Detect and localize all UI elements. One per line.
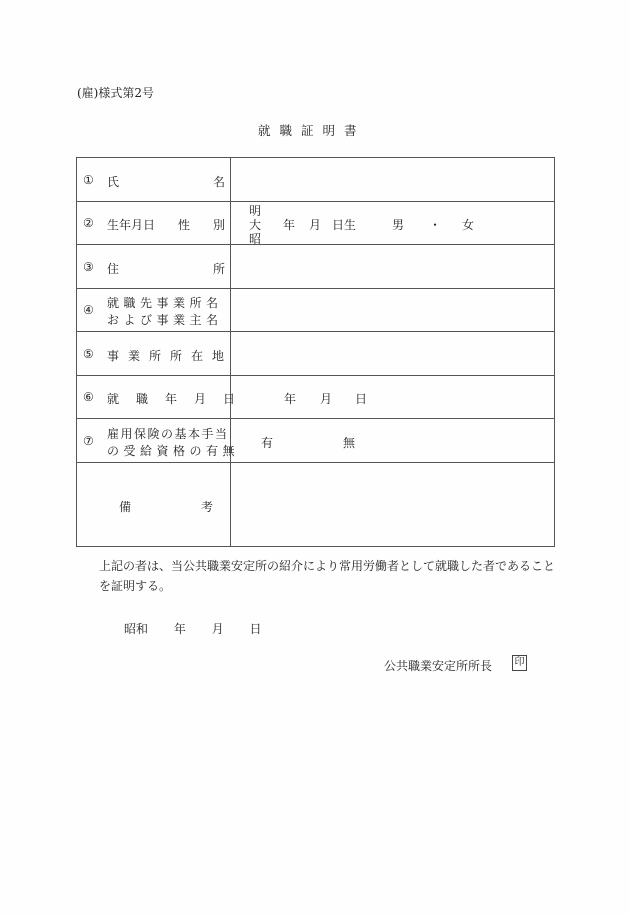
label: 住	[107, 262, 120, 276]
month-label: 月	[320, 392, 333, 406]
year-label: 年	[283, 218, 296, 232]
year-label: 年	[284, 392, 297, 406]
row-divider	[77, 201, 554, 202]
era-label: 昭和	[124, 622, 149, 636]
label: および事業主名	[107, 313, 223, 327]
label: 就職年月日	[107, 392, 253, 406]
certificate-table	[76, 157, 555, 547]
address-field[interactable]	[233, 246, 553, 286]
issue-date	[124, 620, 262, 637]
row-number: ③	[83, 260, 94, 274]
era-meiji[interactable]: 明	[249, 204, 262, 218]
label: 別	[213, 218, 226, 232]
document-title: 就職証明書	[258, 123, 366, 138]
label: 所	[213, 262, 226, 276]
month-label: 月	[309, 218, 322, 232]
row-number: ⑤	[83, 347, 94, 361]
row-divider	[77, 288, 554, 289]
name-field[interactable]	[233, 160, 553, 200]
issuer-title: 公共職業安定所所長	[384, 659, 493, 673]
remarks-field[interactable]	[233, 464, 553, 546]
no-option[interactable]: 無	[343, 436, 356, 450]
label: 備	[119, 500, 132, 514]
day-label: 日	[355, 392, 368, 406]
separator-dot: ・	[429, 218, 442, 232]
row-divider	[77, 462, 554, 463]
label: 雇用保険の基本手当	[107, 427, 229, 441]
year-label: 年	[173, 622, 186, 636]
label: 名	[213, 175, 226, 189]
row-number: ①	[83, 173, 94, 187]
row-number: ⑥	[83, 390, 94, 404]
era-taisho[interactable]: 大	[249, 218, 262, 232]
seal-icon: 印	[512, 655, 527, 671]
row-number: ④	[83, 303, 94, 317]
label: 考	[201, 500, 214, 514]
row-divider	[77, 244, 554, 245]
label: 生年月日	[107, 218, 156, 232]
employer-field[interactable]	[233, 290, 553, 330]
label: 性	[178, 218, 191, 232]
location-field[interactable]	[233, 333, 553, 373]
month-label: 月	[211, 622, 224, 636]
certification-text: 上記の者は、当公共職業安定所の紹介により常用労働者として就職した者であることを証明する。	[99, 559, 556, 593]
row-number: ⑦	[83, 434, 94, 448]
label: 事業所所在地	[107, 349, 234, 363]
label: 氏	[107, 175, 120, 189]
day-label: 日	[249, 622, 262, 636]
row-divider	[77, 375, 554, 376]
yes-option[interactable]: 有	[261, 436, 274, 450]
day-label: 日生	[332, 218, 357, 232]
row-number: ②	[83, 216, 94, 230]
male-option[interactable]: 男	[392, 218, 405, 232]
row-divider	[77, 331, 554, 332]
era-showa[interactable]: 昭	[249, 232, 262, 246]
form-number: (雇)様式第2号	[77, 86, 154, 100]
label: の受給資格の有無	[107, 444, 240, 458]
female-option[interactable]: 女	[462, 218, 475, 232]
row-divider	[77, 418, 554, 419]
label: 就職先事業所名	[107, 296, 223, 310]
